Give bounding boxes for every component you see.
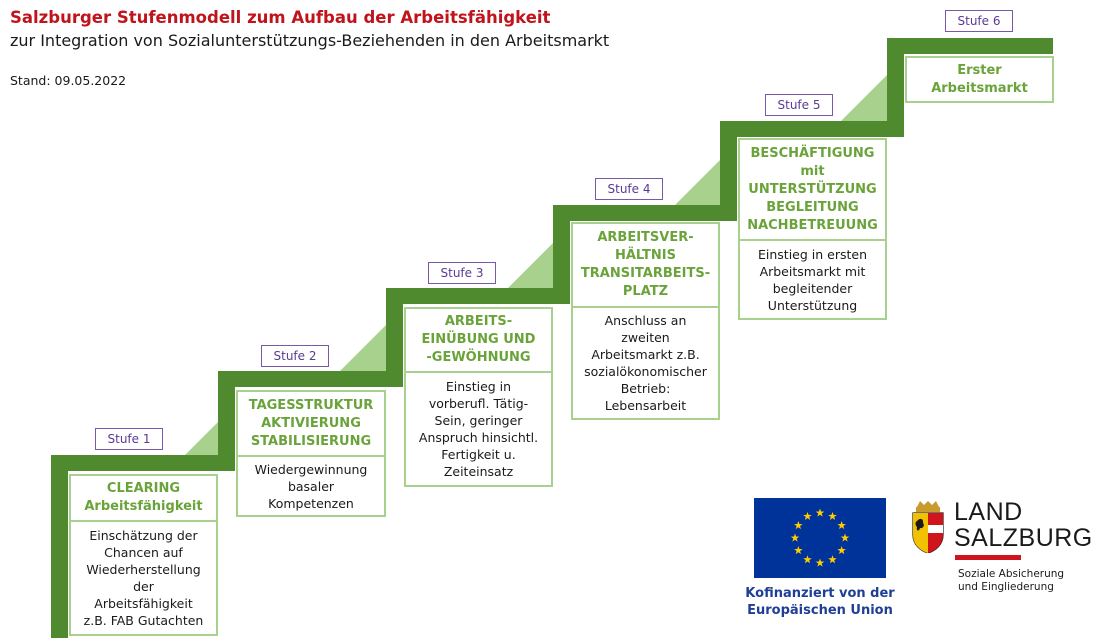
step-title-2: TAGESSTRUKTUR AKTIVIERUNG STABILISIERUNG xyxy=(238,392,384,457)
stair-triangle-3 xyxy=(508,243,553,288)
stair-tread-6 xyxy=(887,38,1053,54)
step-body-1: Einschätzung der Chancen auf Wiederherstellung der Arbeitsfähigkeit z.B. FAB Gutachten xyxy=(83,528,204,628)
land-salzburg-wordmark: LAND SALZBURG xyxy=(954,498,1093,552)
eu-flag-logo xyxy=(754,498,886,578)
diagram-subtitle: zur Integration von Sozialunterstützungs-Beziehenden in den Arbeitsmarkt xyxy=(10,31,610,50)
salzburg-crest-icon xyxy=(911,501,945,553)
step-box-5 xyxy=(738,138,887,320)
step-label-5: Stufe 5 xyxy=(765,94,833,116)
stair-tread-5 xyxy=(720,121,887,137)
step-body-3: Einstieg in vorberufl. Tätig- Sein, geringer Anspruch hinsichtl. Fertigkeit u. Zeiteinsatz xyxy=(418,379,539,479)
eu-cofinanced-text: Kofinanziert von der Europäischen Union xyxy=(745,586,895,618)
step-label-6: Stufe 6 xyxy=(945,10,1013,32)
stair-riser-1 xyxy=(51,455,68,638)
stair-riser-2 xyxy=(218,371,235,471)
step-label-1: Stufe 1 xyxy=(95,428,163,450)
step-title-6: Erster Arbeitsmarkt xyxy=(931,62,1028,96)
date-stamp: Stand: 09.05.2022 xyxy=(10,73,127,88)
step-title-4: ARBEITSVER- HÄLTNIS TRANSITARBEITS- PLATZ xyxy=(573,224,718,308)
diagram-title: Salzburger Stufenmodell zum Aufbau der Arbeitsfähigkeit xyxy=(10,8,551,27)
stair-tread-2 xyxy=(218,371,386,387)
step-title-3: ARBEITS- EINÜBUNG UND -GEWÖHNUNG xyxy=(406,309,551,373)
stair-riser-3 xyxy=(386,288,403,387)
step-box-4 xyxy=(571,222,720,420)
stair-tread-1 xyxy=(51,455,218,471)
stair-tread-3 xyxy=(386,288,553,304)
step-body-2: Wiedergewinnung basaler Kompetenzen xyxy=(254,461,368,511)
step-title-5: BESCHÄFTIGUNG mit UNTERSTÜTZUNG BEGLEITUNG NACHBETREUUNG xyxy=(740,140,885,241)
step-body-4: Anschluss an zweiten Arbeitsmarkt z.B. sozialökonomischer Betrieb: Lebensarbeit xyxy=(584,313,707,413)
stair-triangle-2 xyxy=(340,325,386,371)
stair-triangle-4 xyxy=(675,160,720,205)
stair-riser-6 xyxy=(887,38,904,137)
stair-triangle-1 xyxy=(185,422,218,455)
step-label-2: Stufe 2 xyxy=(261,345,329,367)
stair-riser-4 xyxy=(553,205,570,304)
step-box-2 xyxy=(236,390,386,517)
step-label-3: Stufe 3 xyxy=(428,262,496,284)
stair-tread-4 xyxy=(553,205,720,221)
land-salzburg-accent-bar xyxy=(955,555,1021,560)
step-title-1: CLEARING Arbeitsfähigkeit xyxy=(71,476,216,522)
step-label-4: Stufe 4 xyxy=(595,178,663,200)
stair-triangle-5 xyxy=(841,75,887,121)
step-box-6 xyxy=(905,56,1054,103)
stair-riser-5 xyxy=(720,121,737,221)
step-box-3 xyxy=(404,307,553,487)
step-body-5: Einstieg in ersten Arbeitsmarkt mit begleitender Unterstützung xyxy=(757,246,867,313)
land-salzburg-department: Soziale Absicherung und Eingliederung xyxy=(958,568,1065,593)
step-box-1 xyxy=(69,474,218,636)
